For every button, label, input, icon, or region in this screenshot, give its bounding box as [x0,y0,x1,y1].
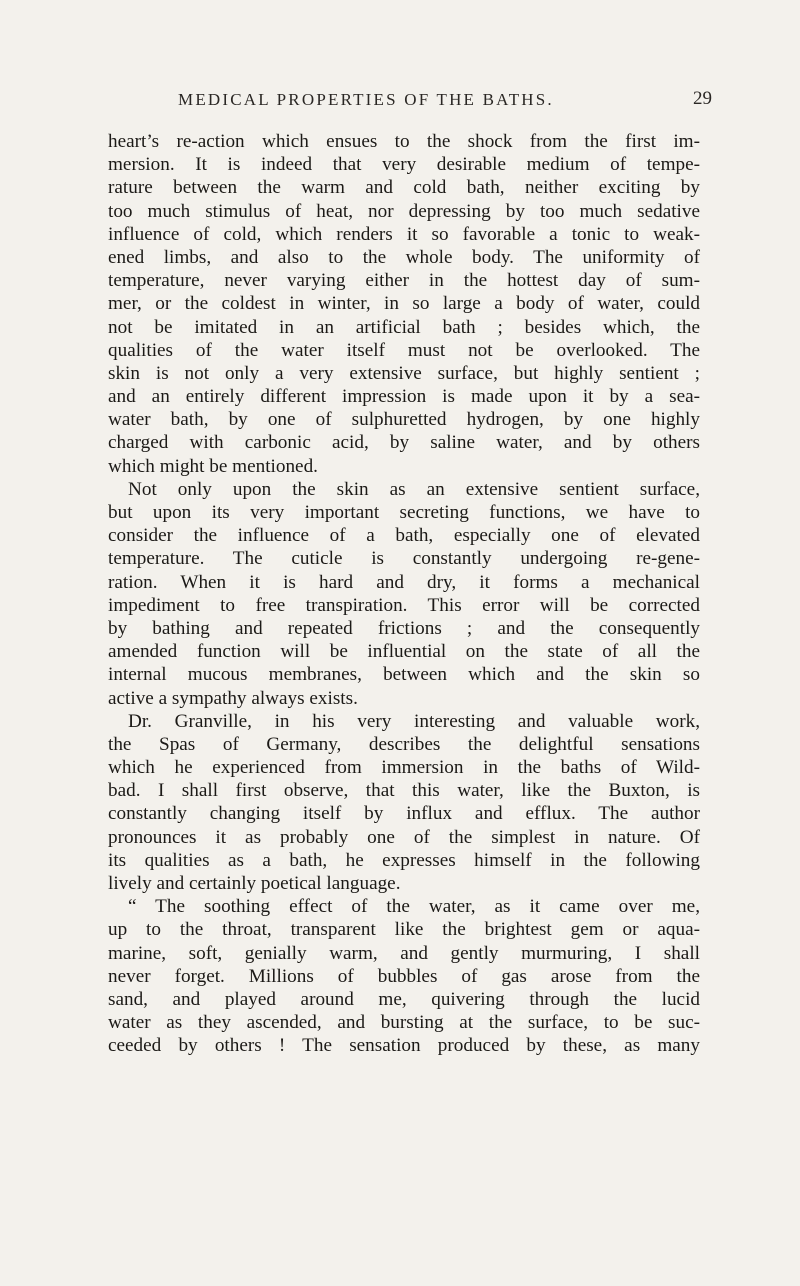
text-line: rature between the warm and cold bath, neither exciting by [108,177,700,199]
text-line: the Spas of Germany, describes the delightful sensations [108,733,700,755]
text-line: too much stimulus of heat, nor depressing by too much sedative [108,200,700,222]
text-line: by bathing and repeated frictions ; and the consequently [108,617,700,639]
text-line: skin is not only a very extensive surface, but highly sentient ; [108,362,700,384]
text-line: Dr. Granville, in his very interesting and valuable work, [128,710,700,732]
text-line: ened limbs, and also to the whole body. The uniformity of [108,246,700,268]
text-line: mersion. It is indeed that very desirable medium of tempe- [108,154,700,176]
text-line: ceeded by others ! The sensation produced by these, as many [108,1035,700,1057]
text-line: which might be mentioned. [108,455,318,477]
text-line: bad. I shall first observe, that this water, like the Buxton, is [108,780,700,802]
text-line: which he experienced from immersion in the baths of Wild- [108,757,700,779]
text-line: pronounces it as probably one of the simplest in nature. Of [108,826,700,848]
text-line: amended function will be influential on the state of all the [108,641,700,663]
text-line: water as they ascended, and bursting at the surface, to be suc- [108,1012,700,1034]
text-line: water bath, by one of sulphuretted hydrogen, by one highly [108,409,700,431]
page-number: 29 [693,88,712,109]
text-line: up to the throat, transparent like the brightest gem or aqua- [108,919,700,941]
text-line: ration. When it is hard and dry, it forms a mechanical [108,571,700,593]
text-line: internal mucous membranes, between which and the skin so [108,664,700,686]
text-line: qualities of the water itself must not be overlooked. The [108,339,700,361]
text-line: and an entirely different impression is made upon it by a sea- [108,386,700,408]
text-line: Not only upon the skin as an extensive sentient surface, [128,478,700,500]
body-text [108,130,700,1058]
text-line: heart’s re-action which ensues to the shock from the first im- [108,131,700,152]
text-line: not be imitated in an artificial bath ; besides which, the [108,316,700,338]
text-line: constantly changing itself by influx and efflux. The author [108,803,700,825]
text-line: influence of cold, which renders it so favorable a tonic to weak- [108,223,700,245]
text-line: charged with carbonic acid, by saline water, and by others [108,432,700,454]
text-line: impediment to free transpiration. This error will be corrected [108,594,700,616]
text-line: marine, soft, genially warm, and gently murmuring, I shall [108,942,700,964]
text-line: mer, or the coldest in winter, in so large a body of water, could [108,293,700,315]
text-line: its qualities as a bath, he expresses himself in the following [108,849,700,871]
text-line: temperature. The cuticle is constantly undergoing re-gene- [108,548,700,570]
text-line: “ The soothing effect of the water, as it came over me, [128,896,700,918]
text-line: temperature, never varying either in the hottest day of sum- [108,270,700,292]
text-line: active a sympathy always exists. [108,687,358,709]
text-line: but upon its very important secreting functions, we have to [108,502,700,523]
text-line: lively and certainly poetical language. [108,873,401,894]
running-title: MEDICAL PROPERTIES OF THE BATHS. [178,90,554,109]
text-line: consider the influence of a bath, especially one of elevated [108,525,700,547]
text-line: never forget. Millions of bubbles of gas arose from the [108,965,700,987]
text-line: sand, and played around me, quivering through the lucid [108,988,700,1010]
